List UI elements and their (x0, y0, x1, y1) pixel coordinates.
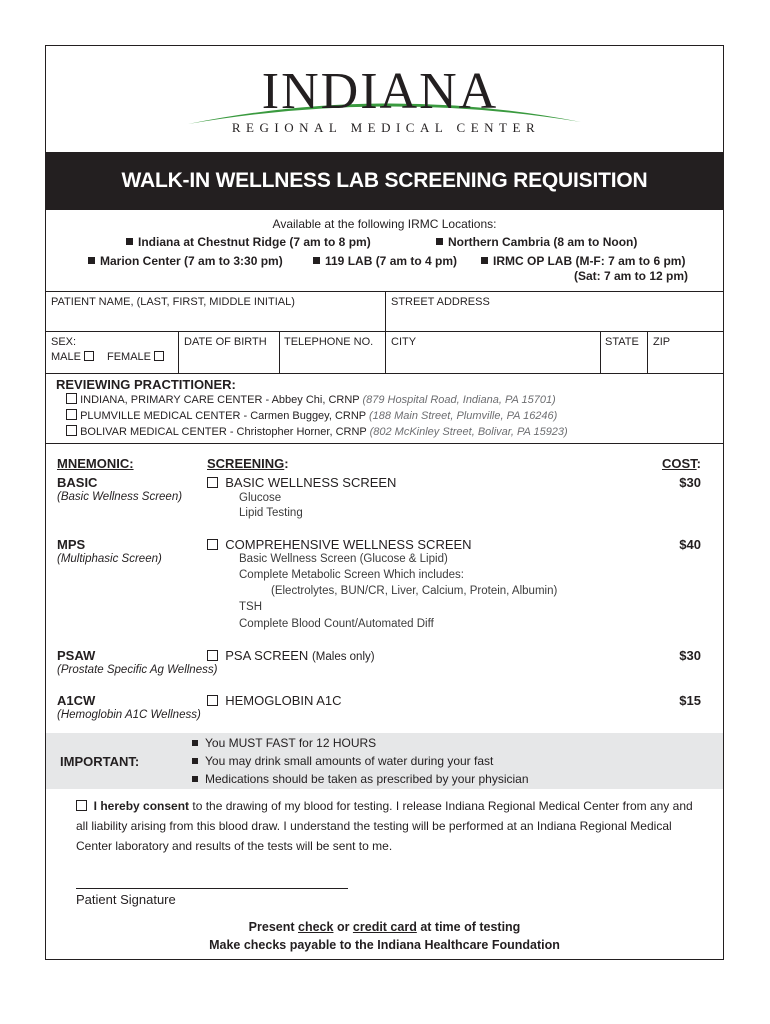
screening-detail: Complete Blood Count/Automated Diff (239, 618, 434, 630)
logo-subtitle: REGIONAL MEDICAL CENTER (231, 120, 541, 135)
practitioner-option[interactable]: BOLIVAR MEDICAL CENTER - Christopher Horner, CRNP (802 McKinley Street, Bolivar, PA 15923) (66, 425, 568, 438)
irmc-logo (186, 64, 586, 144)
screening-checkbox[interactable] (207, 695, 218, 706)
bullet-icon (192, 776, 198, 782)
important-box (46, 733, 723, 789)
screening-cost: $30 (679, 475, 701, 490)
important-item: You MUST FAST for 12 HOURS (192, 736, 376, 750)
signature-label: Patient Signature (76, 892, 176, 907)
screening-option-mps[interactable]: COMPREHENSIVE WELLNESS SCREEN (207, 537, 472, 552)
bullet-icon (313, 257, 320, 264)
telephone-field[interactable]: TELEPHONE NO. (284, 336, 374, 348)
bullet-icon (88, 257, 95, 264)
location-item: 119 LAB (7 am to 4 pm) (313, 254, 457, 268)
screening-detail: Complete Metabolic Screen Which includes: (239, 569, 464, 581)
mnemonic-desc: (Prostate Specific Ag Wellness) (57, 664, 218, 676)
practitioner-option[interactable]: PLUMVILLE MEDICAL CENTER - Carmen Buggey, CRNP (188 Main Street, Plumville, PA 16246) (66, 409, 557, 422)
cost-header: COST: (661, 456, 701, 471)
divider (178, 331, 179, 373)
screening-option-psa[interactable]: PSA SCREEN (Males only) (207, 648, 375, 663)
practitioner-checkbox[interactable] (66, 425, 77, 436)
mnemonic-header: MNEMONIC: (57, 456, 134, 471)
important-label: IMPORTANT: (60, 754, 140, 769)
consent-checkbox[interactable] (76, 800, 87, 811)
bullet-icon (192, 740, 198, 746)
locations-intro: Available at the following IRMC Locations: (272, 217, 497, 231)
mnemonic-desc: (Basic Wellness Screen) (57, 491, 183, 503)
logo-title: INDIANA (261, 63, 499, 120)
screening-option-basic[interactable]: BASIC WELLNESS SCREEN (207, 475, 396, 490)
screening-checkbox[interactable] (207, 539, 218, 550)
practitioner-heading: REVIEWING PRACTITIONER: (56, 377, 236, 392)
mnemonic-desc: (Hemoglobin A1C Wellness) (57, 709, 201, 721)
divider (46, 373, 723, 374)
divider (647, 331, 648, 373)
screening-header: SCREENING: (207, 456, 289, 471)
screening-detail: TSH (239, 601, 262, 613)
payment-instruction: Present check or credit card at time of testing (248, 920, 521, 934)
location-item: Marion Center (7 am to 3:30 pm) (88, 254, 283, 268)
consent-statement: I hereby consent to the drawing of my blood for testing. I release Indiana Regional Medical Center from any and all liability arising from this blood draw. I understand the testing will be performed at an Indiana Regional Medical Center laboratory and results of the tests will be sent to me. (76, 799, 693, 853)
mnemonic-code: A1CW (57, 693, 96, 708)
mnemonic-code: MPS (57, 537, 86, 552)
location-item: Indiana at Chestnut Ridge (7 am to 8 pm) (126, 235, 371, 249)
bullet-icon (481, 257, 488, 264)
location-item: IRMC OP LAB (M-F: 7 am to 6 pm) (481, 254, 685, 268)
screening-detail: Lipid Testing (239, 507, 303, 519)
sex-label: SEX: (51, 336, 77, 348)
screening-checkbox[interactable] (207, 650, 218, 661)
street-address-field[interactable]: STREET ADDRESS (391, 296, 490, 308)
bullet-icon (126, 238, 133, 245)
state-field[interactable]: STATE (605, 336, 639, 348)
form-title-banner: WALK-IN WELLNESS LAB SCREENING REQUISITION (46, 152, 723, 210)
mnemonic-code: BASIC (57, 475, 98, 490)
mnemonic-code: PSAW (57, 648, 96, 663)
male-checkbox[interactable] (84, 351, 94, 361)
important-item: Medications should be taken as prescribed by your physician (192, 772, 529, 786)
screening-detail: Basic Wellness Screen (Glucose & Lipid) (239, 553, 448, 565)
divider (385, 331, 386, 373)
screening-cost: $40 (679, 537, 701, 552)
divider (600, 331, 601, 373)
city-field[interactable]: CITY (391, 336, 417, 348)
female-checkbox[interactable] (154, 351, 164, 361)
important-item: You may drink small amounts of water during your fast (192, 754, 493, 768)
mnemonic-desc: (Multiphasic Screen) (57, 553, 162, 565)
screening-detail: (Electrolytes, BUN/CR, Liver, Calcium, Protein, Albumin) (271, 585, 558, 597)
screening-detail: Glucose (239, 492, 282, 504)
bullet-icon (436, 238, 443, 245)
date-of-birth-field[interactable]: DATE OF BIRTH (184, 336, 267, 348)
location-sat-hours: (Sat: 7 am to 12 pm) (574, 269, 689, 283)
screening-option-a1c[interactable]: HEMOGLOBIN A1C (207, 693, 342, 708)
patient-name-field[interactable]: PATIENT NAME, (LAST, FIRST, MIDDLE INITIAL) (51, 296, 295, 308)
screening-cost: $15 (679, 693, 701, 708)
male-option[interactable]: MALE (51, 351, 94, 363)
female-option[interactable]: FEMALE (107, 351, 164, 363)
screening-cost: $30 (679, 648, 701, 663)
zip-field[interactable]: ZIP (653, 336, 671, 348)
requisition-form (45, 45, 724, 960)
bullet-icon (192, 758, 198, 764)
divider (279, 331, 280, 373)
screening-checkbox[interactable] (207, 477, 218, 488)
payment-payable: Make checks payable to the Indiana Healthcare Foundation (209, 938, 560, 952)
practitioner-option[interactable]: INDIANA, PRIMARY CARE CENTER - Abbey Chi, CRNP (879 Hospital Road, Indiana, PA 15701) (66, 393, 556, 406)
practitioner-checkbox[interactable] (66, 409, 77, 420)
signature-line[interactable] (76, 888, 348, 889)
location-item: Northern Cambria (8 am to Noon) (436, 235, 637, 249)
practitioner-checkbox[interactable] (66, 393, 77, 404)
divider (46, 443, 723, 444)
divider (385, 291, 386, 331)
